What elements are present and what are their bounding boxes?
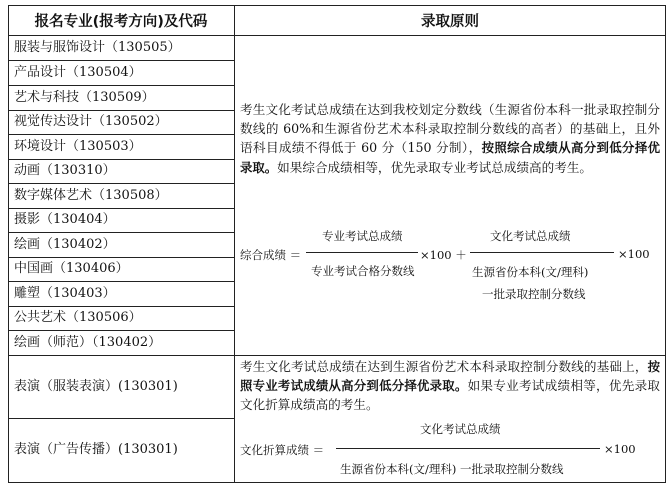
list-item: 绘画（130402） [14, 237, 116, 252]
row-divider [8, 85, 234, 86]
formula-denominator: 专业考试合格分数线 [311, 264, 415, 278]
row-divider [8, 110, 234, 111]
formula-multiplier: ×100 ＋ [420, 248, 467, 262]
list-item: 视觉传达设计（130502） [14, 114, 168, 129]
fraction-bar [336, 448, 600, 449]
row-divider [8, 418, 234, 419]
row-divider [8, 306, 234, 307]
list-item: 公共艺术（130506） [14, 310, 142, 325]
header-principle: 录取原则 [421, 13, 479, 30]
principle-emphasis: 按照专业考试成绩从高分到低分择优录取。 [240, 359, 660, 394]
principle-text-performance: 考生文化考试总成绩在达到生源省份艺术本科录取控制分数线的基础上，按照专业考试成绩从高分到低分择优录取。如果专业考试成绩相等，优先录取文化折算成绩高的考生。 [240, 359, 661, 413]
row-divider [8, 60, 234, 61]
list-item: 摄影（130404） [14, 212, 116, 227]
row-divider [8, 232, 234, 233]
row-divider [8, 257, 234, 258]
row-divider [8, 330, 234, 331]
row-divider [8, 159, 234, 160]
list-item: 服装与服饰设计（130505） [14, 40, 181, 55]
formula-multiplier: ×100 [604, 442, 636, 456]
formula-denominator: 生源省份本科(文/理科) [472, 265, 589, 279]
list-item: 雕塑（130403） [14, 286, 116, 301]
formula-numerator: 文化考试总成绩 [490, 229, 571, 243]
formula-numerator: 专业考试总成绩 [322, 229, 403, 243]
list-item: 艺术与科技（130509） [14, 90, 155, 105]
list-item: 绘画（师范）（130402） [14, 335, 162, 350]
principle-emphasis: 按照综合成绩从高分到低分择优录取。 [240, 140, 660, 175]
fraction-bar [306, 252, 418, 253]
formula-label: 综合成绩 ＝ [240, 248, 302, 262]
formula-denominator: 一批录取控制分数线 [482, 287, 586, 301]
column-divider [234, 5, 235, 483]
header-major: 报名专业(报考方向)及代码 [34, 13, 208, 30]
row-divider [8, 134, 234, 135]
list-item: 环境设计（130503） [14, 139, 142, 154]
list-item: 中国画（130406） [14, 261, 129, 276]
list-item: 动画（130310） [14, 163, 116, 178]
list-item: 表演（服装表演）(130301) [14, 379, 178, 394]
row-divider [8, 281, 234, 282]
list-item: 数字媒体艺术（130508） [14, 188, 168, 203]
list-item: 表演（广告传播）(130301) [14, 442, 178, 457]
principle-text-art: 考生文化考试总成绩在达到我校划定分数线（生源省份本科一批录取控制分数线的 60%和生源省份艺术本科录取控制分数线的高者）的基础上，且外语科目成绩不得低于 60 分（150 分制），按照综合成绩从高分到低分择优录取。如果综合成绩相等，优先录取专业考试总成绩高的考生。 [240, 102, 660, 175]
formula-numerator: 文化考试总成绩 [420, 422, 501, 436]
list-item: 产品设计（130504） [14, 65, 142, 80]
row-divider [8, 208, 234, 209]
section-divider [8, 355, 666, 356]
formula-label: 文化折算成绩 ＝ [240, 443, 325, 457]
row-divider [8, 183, 234, 184]
formula-multiplier: ×100 [618, 247, 650, 261]
fraction-bar [470, 252, 614, 253]
formula-denominator: 生源省份本科(文/理科) 一批录取控制分数线 [340, 462, 564, 476]
header-divider [8, 35, 666, 36]
